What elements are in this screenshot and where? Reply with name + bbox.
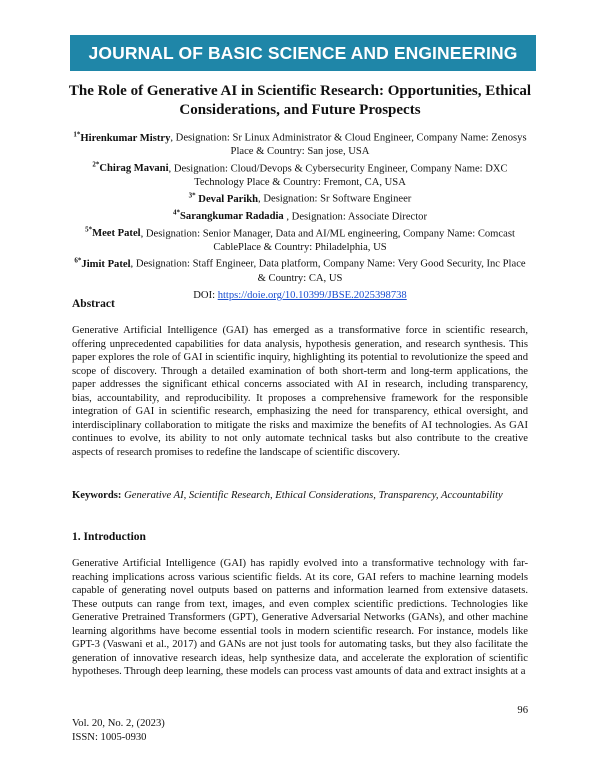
- page-number: 96: [517, 705, 528, 716]
- keywords: [72, 489, 528, 503]
- author-6: $^{6*}$Jimit Patel, Designation: Staff Engineer, Data platform, Company Name: Very Good Security, Inc Place & Country: CA, US: [74, 256, 526, 284]
- doi-link[interactable]: https://doie.org/10.10399/JBSE.2025398738: [217, 290, 407, 302]
- intro-text: Generative Artificial Intelligence (GAI) has rapidly evolved into a transformative technology with far-reaching implications across various scientific fields. At its core, GAI refers to machine learning models capable of generating novel outputs based on patterns and information learned from extensive datasets. These outputs can range from text, images, and even complex scientific predictions. Technologies like Generative Pretrained Transformers (GPT), Generative Adversarial Networks (GANs), and other machine learning algorithms have become essential tools in modern scientific research. For instance, models like GPT-3 (Vaswani et al., 2017) and GANs are not just tools for automating tasks, but they also facilitate the generation of innovative research ideas, help synthesize data, and accelerate the exploration of scientific hypotheses. Through deep learning, these models can process vast amounts of data and extract insights at a: [72, 558, 528, 677]
- footer: [72, 717, 165, 744]
- author-3: $^{3*}$ Deval Parikh, Designation: Sr Software Engineer: [188, 191, 412, 205]
- journal-banner: JOURNAL OF BASIC SCIENCE AND ENGINEERING: [70, 35, 536, 71]
- footer-issn: ISSN: 1005-0930: [72, 731, 147, 743]
- author-2: $^{2*}$Chirag Mavani, Designation: Cloud/Devops & Cybersecurity Engineer, Company Name: DXC Technology Place & Country: Fremont, CA, USA: [92, 160, 508, 188]
- paper-title: The Role of Generative AI in Scientific Research: Opportunities, Ethical Considerations, and Future Prospects: [68, 83, 532, 118]
- author-4: $^{4*}$Sarangkumar Radadia , Designation: Associate Director: [173, 208, 427, 223]
- author-list: [72, 128, 528, 303]
- footer-volume: Vol. 20, No. 2, (2023): [72, 718, 165, 729]
- keywords-label: Keywords:: [72, 490, 122, 501]
- abstract-heading: Abstract: [72, 298, 115, 310]
- doi-label: DOI:: [193, 290, 218, 302]
- doi-line: [72, 289, 528, 303]
- abstract-text: Generative Artificial Intelligence (GAI) has emerged as a transformative force in scientific research, offering unprecedented capabilities for data analysis, hypothesis generation, and research synthesis. This paper explores the role of GAI in scientific inquiry, highlighting its potential to revolutionize the speed and scope of discovery. Through a detailed examination of both short-term and long-term applications, the paper addresses the significant ethical concerns associated with AI in research, including transparency, bias, accountability, and reproducibility. It proposes a comprehensive framework for the responsible integration of GAI in scientific research, emphasizing the need for transparency, ethical oversight, and interdisciplinary collaboration to mitigate the risks and maximize the benefits of AI technologies. As GAI continues to evolve, its ability to not only automate technical tasks but also contribute to the creative aspects of research promises to redefine the landscape of scientific discovery.: [72, 325, 528, 458]
- author-5: $^{5*}$Meet Patel, Designation: Senior Manager, Data and AI/ML engineering, Company Name: Comcast CablePlace & Country: Philadelphia, US: [85, 225, 515, 253]
- section-heading: 1. Introduction: [72, 531, 146, 543]
- keywords-text: Generative AI, Scientific Research, Ethical Considerations, Transparency, Accountability: [124, 490, 503, 501]
- author-1: $^{1*}$Hirenkumar Mistry, Designation: Sr Linux Administrator & Cloud Engineer, Company Name: Zenosys Place & Country: San jose, USA: [73, 130, 527, 158]
